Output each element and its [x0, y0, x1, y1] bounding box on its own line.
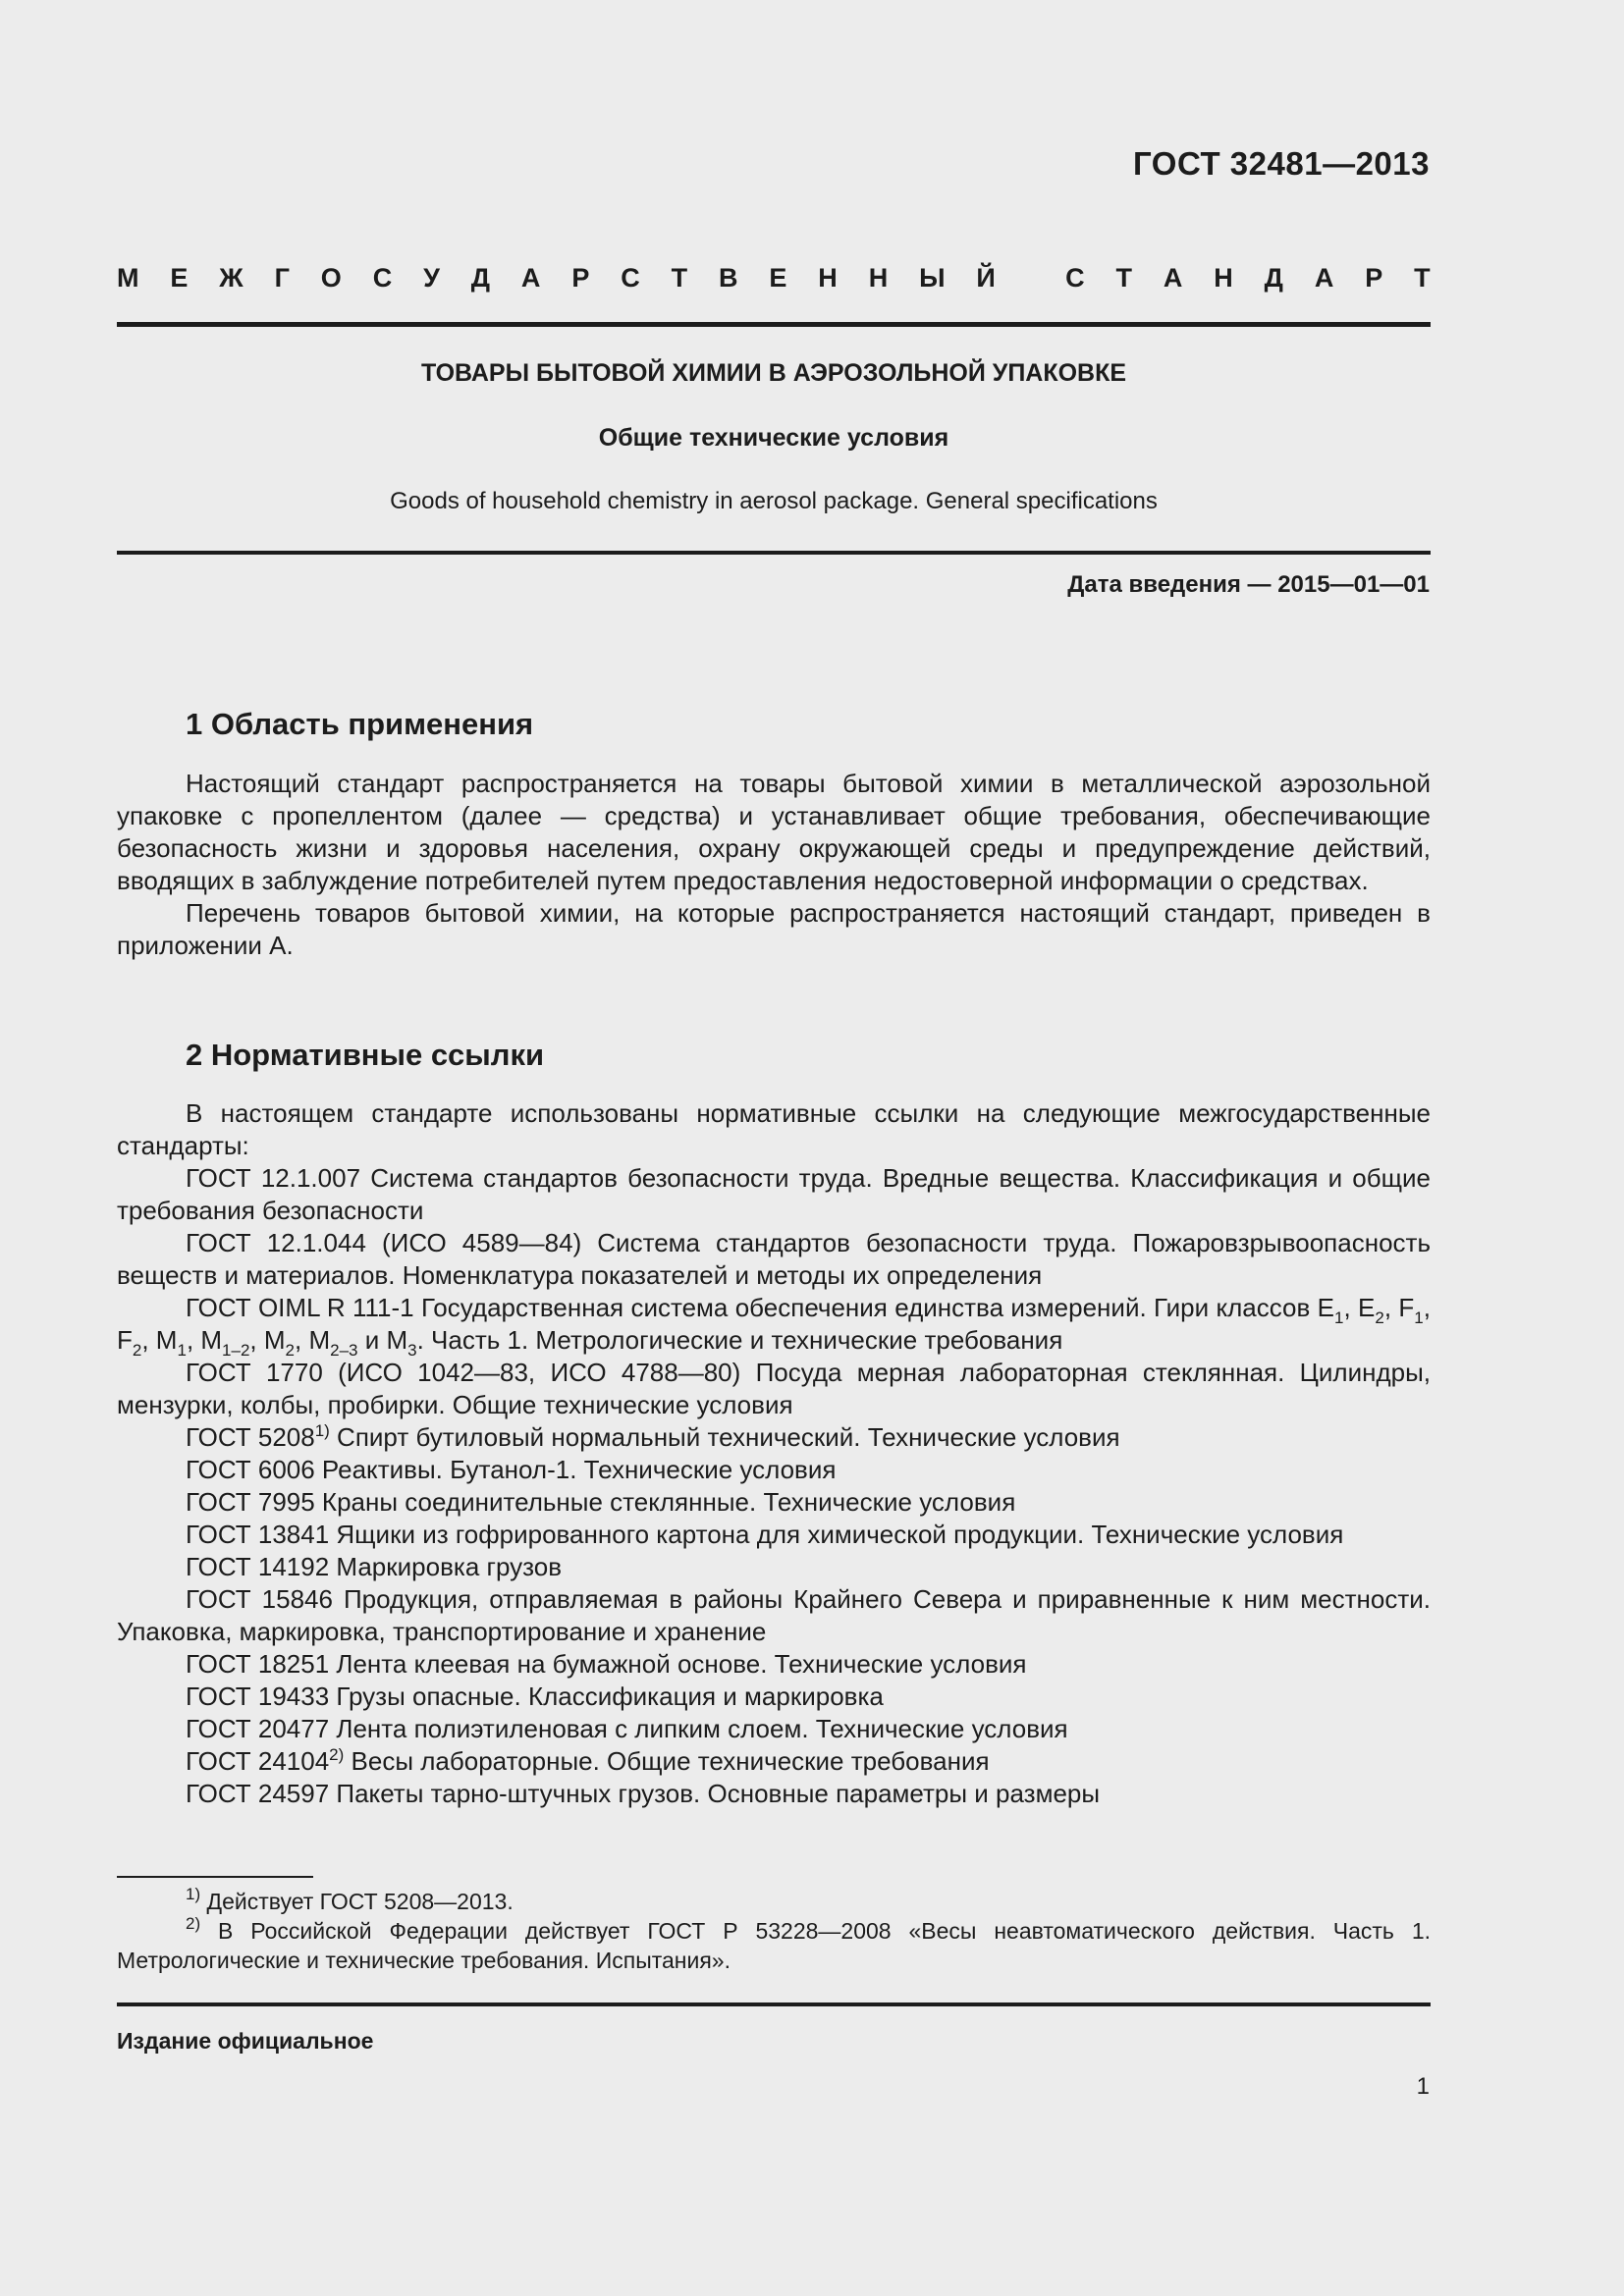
banner-letter: А — [520, 263, 541, 293]
banner-letter: С — [1065, 263, 1085, 293]
footnote-mark-2: 2) — [329, 1745, 345, 1764]
banner-word-gap — [1027, 263, 1035, 294]
page-number: 1 — [1416, 2073, 1430, 2100]
ref-gost-oiml-line1: ГОСТ OIML R 111-1 Государственная система обеспечения единства измерений. Гири классов — [186, 1293, 1311, 1322]
footnote-1: $^{1)}$ Действует ГОСТ 5208—2013. — [186, 1885, 514, 1914]
banner-letter: Г — [274, 263, 290, 293]
ref-gost-20477: ГОСТ 20477 Лента полиэтиленовая с липким слоем. Технические условия — [186, 1714, 1068, 1743]
banner-letter: Д — [470, 263, 491, 293]
ref-gost-24104: ГОСТ 24104$^{2)}$ Весы лабораторные. Общие технические требования — [186, 1745, 990, 1776]
banner-letter: Т — [671, 263, 688, 293]
ref-gost-15846: ГОСТ 15846 Продукция, отправляемая в районы Крайнего Севера и приравненные к ним местности. Упаковка, маркировка, транспортирование и хранение — [117, 1584, 1431, 1646]
official-edition-label: Издание официальное — [117, 2028, 374, 2054]
ref-gost-19433: ГОСТ 19433 Грузы опасные. Классификация и маркировка — [186, 1682, 884, 1711]
standard-number: ГОСТ 32481—2013 — [1133, 145, 1430, 182]
section-2-body — [117, 1097, 1431, 1810]
ref-gost-13841: ГОСТ 13841 Ящики из гофрированного картона для химической продукции. Технические условия — [186, 1520, 1344, 1549]
banner-letter: Ж — [219, 263, 244, 293]
ref-gost-oiml-line2: $Е_1$, $E_2$, $F_1$, $F_2$, $M_1$, $M_{1-2}$, $M_2$, $M_{2-3}$ и $M_3$. Часть 1. Метрологические и технические требования — [117, 1293, 1431, 1360]
ref-gost-1770: ГОСТ 1770 (ИСО 1042—83, ИСО 4788—80) Посуда мерная лабораторная стеклянная. Цилиндры, мензурки, колбы, пробирки. Общие технические условия — [117, 1358, 1431, 1419]
banner-letter: Т — [1115, 263, 1132, 293]
banner-letter: М — [117, 263, 139, 293]
ref-gost-5208: ГОСТ 5208$^{1)}$ Спирт бутиловый нормальный технический. Технические условия — [186, 1421, 1120, 1452]
banner-letter: Н — [868, 263, 889, 293]
banner-letter: У — [423, 263, 440, 293]
section-1-paragraph-1: Настоящий стандарт распространяется на товары бытовой химии в металлической аэрозольной упаковке с пропеллентом (далее — средства) и устанавливает общие требования, обеспечивающие безопасность жизни и здоровья населения, охрану окружающей среды и предупреждение действий, вводящих в заблуждение потребителей путем предоставления недостоверной информации о средствах. — [117, 769, 1431, 895]
banner-letter: А — [1163, 263, 1183, 293]
footnote-separator — [117, 1876, 313, 1878]
banner-letter: С — [621, 263, 640, 293]
document-title: ТОВАРЫ БЫТОВОЙ ХИМИИ В АЭРОЗОЛЬНОЙ УПАКОВКЕ — [420, 359, 1127, 387]
footnote-mark-1: 1) — [314, 1421, 330, 1440]
banner-letter: Н — [1214, 263, 1233, 293]
banner-letter: Е — [769, 263, 787, 293]
banner-letter: Ы — [919, 263, 946, 293]
footer-rule — [117, 2002, 1431, 2006]
interstate-standard-banner — [117, 263, 1431, 294]
section-2-intro: В настоящем стандарте использованы нормативные ссылки на следующие межгосударственные стандарты: — [117, 1098, 1431, 1160]
document-subtitle: Общие технические условия — [598, 424, 949, 452]
section-2-heading: 2 Нормативные ссылки — [186, 1038, 545, 1072]
banner-letter: Й — [976, 263, 996, 293]
ref-gost-24597: ГОСТ 24597 Пакеты тарно-штучных грузов. Основные параметры и размеры — [186, 1779, 1101, 1808]
banner-letter: С — [372, 263, 393, 293]
ref-gost-12-1-044: ГОСТ 12.1.044 (ИСО 4589—84) Система стандартов безопасности труда. Пожаровзрывоопасность веществ и материалов. Номенклатура показателей и методы их определения — [117, 1228, 1431, 1290]
banner-letter: Е — [170, 263, 189, 293]
footnote-2: $^{2)}$ В Российской Федерации действует ГОСТ Р 53228—2008 «Весы неавтоматического действия. Часть 1. Метрологические и технические требования. Испытания». — [117, 1914, 1432, 1973]
ref-gost-oiml — [117, 1292, 1431, 1360]
ref-gost-18251: ГОСТ 18251 Лента клеевая на бумажной основе. Технические условия — [186, 1649, 1027, 1679]
banner-letter: Д — [1264, 263, 1283, 293]
section-1-body — [117, 768, 1431, 962]
document-title-english: Goods of household chemistry in aerosol package. General specifications — [390, 488, 1158, 514]
section-1-heading: 1 Область применения — [186, 707, 534, 741]
banner-letter: В — [719, 263, 738, 293]
ref-gost-7995: ГОСТ 7995 Краны соединительные стеклянные. Технические условия — [186, 1487, 1016, 1517]
banner-letter: Р — [1365, 263, 1383, 293]
ref-gost-14192: ГОСТ 14192 Маркировка грузов — [186, 1552, 563, 1581]
title-rule — [117, 551, 1431, 555]
banner-letter: Р — [571, 263, 590, 293]
ref-gost-6006: ГОСТ 6006 Реактивы. Бутанол-1. Технические условия — [186, 1455, 837, 1484]
top-rule — [117, 322, 1431, 327]
banner-letter: О — [320, 263, 342, 293]
ref-gost-12-1-007: ГОСТ 12.1.007 Система стандартов безопасности труда. Вредные вещества. Классификация и общие требования безопасности — [117, 1163, 1431, 1225]
footnotes — [117, 1887, 1431, 1975]
banner-letter: Н — [818, 263, 838, 293]
banner-letter: Т — [1414, 263, 1431, 293]
section-1-paragraph-2: Перечень товаров бытовой химии, на которые распространяется настоящий стандарт, приведен в приложении А. — [117, 898, 1431, 960]
banner-letter: А — [1314, 263, 1334, 293]
introduction-date: Дата введения — 2015—01—01 — [1067, 571, 1430, 598]
